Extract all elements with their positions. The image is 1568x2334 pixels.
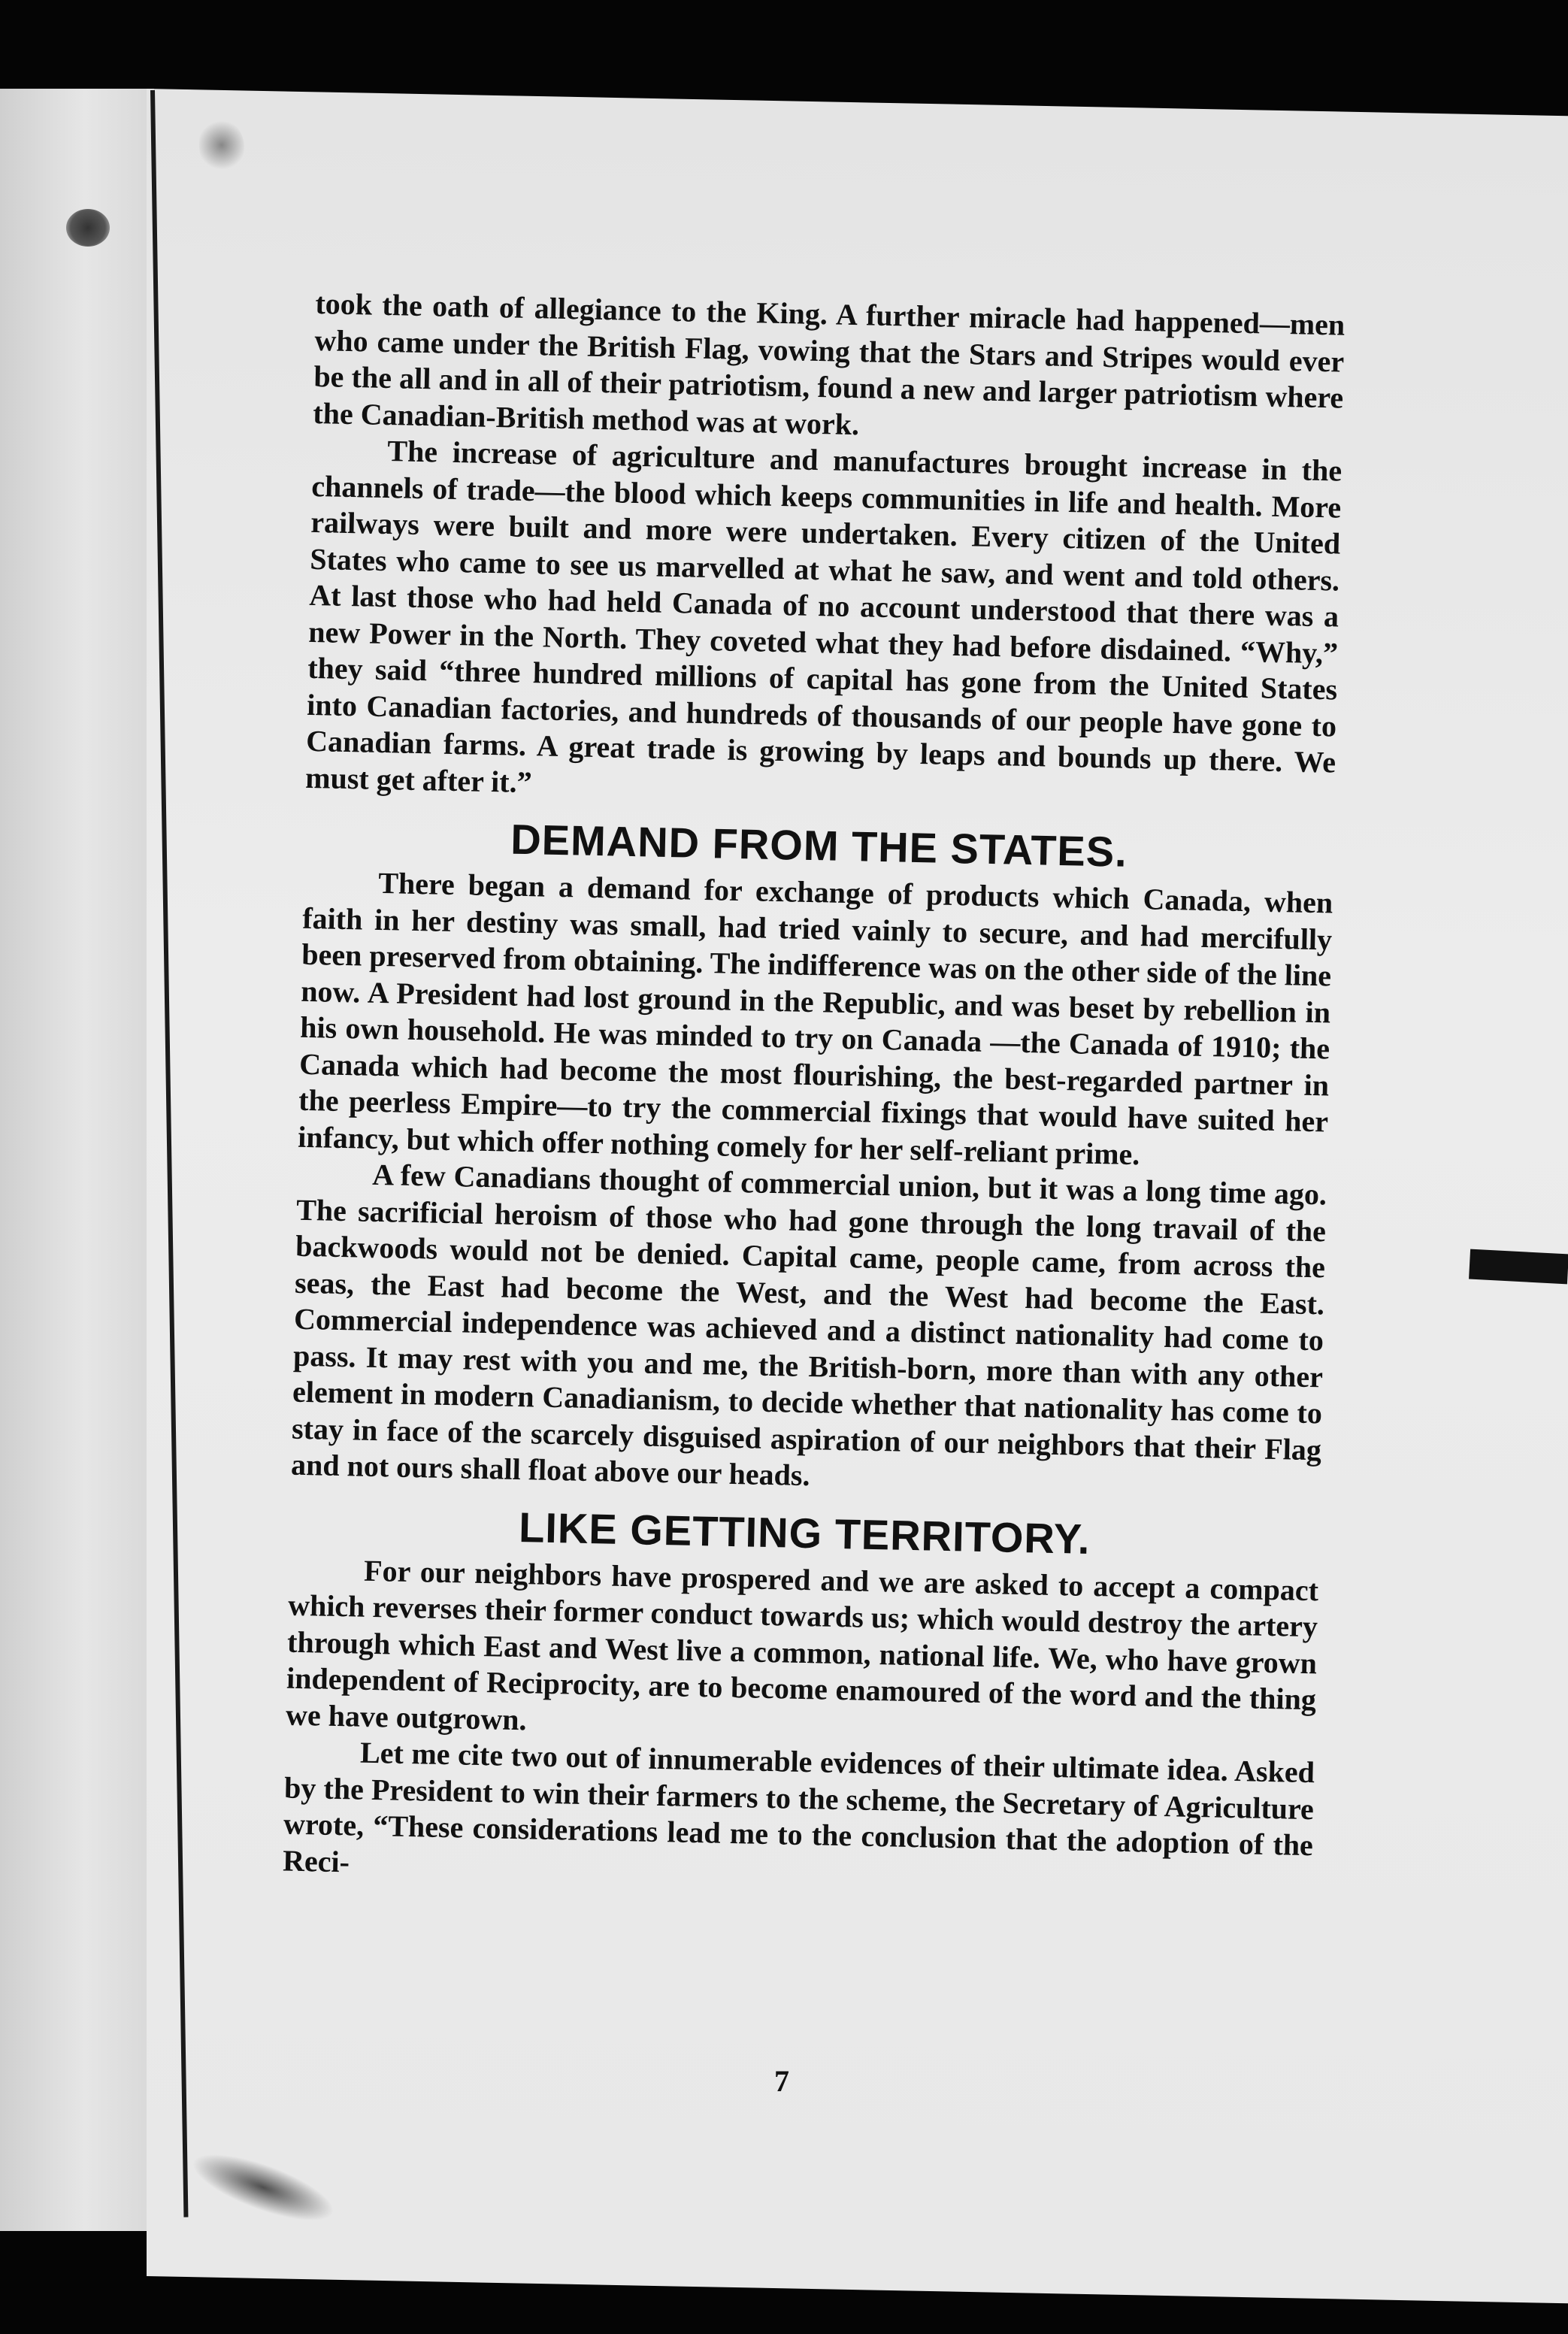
section-heading-territory: LIKE GETTING TERRITORY. [518, 1503, 1091, 1563]
section-heading-demand: DEMAND FROM THE STATES. [510, 815, 1128, 876]
paragraph-3: There began a demand for exchange of products which Canada, when faith in her destiny was small, had tried vainly to secure, and had mercifully been preserved from obtaining. The indifference was on the other side of the line now. A President had lost ground in the Republic, and was beset by rebellion in his own household. He was minded to try on Canada —the Canada of 1910; the Canada which had become the most flourishing, the best-regarded partner in the peerless Empire—to try the commercial fixings that would have suited her infancy, but which offer nothing comely for her self-reliant prime. [297, 865, 1333, 1171]
page-number: 7 [774, 2064, 789, 2098]
facing-page-edge [0, 89, 154, 2231]
paragraph-4: A few Canadians thought of commercial union, but it was a long time ago. The sacrificial heroism of those who had gone through the long travail of the backwoods would not be denied. Capital came, people came, from across the seas, the East had become the West, and the West had become the East. Commercial independence was achieved and a distinct nationality had come to pass. It may rest with you and me, the British-born, more than with any other element in modern Canadianism, to decide whether that nationality has come to stay in face of the scarcely disguised aspiration of our neighbors that their Flag and not ours shall float above our heads. [290, 1157, 1327, 1493]
body-text [283, 286, 1346, 1900]
paragraph-1: took the oath of allegiance to the King. A further miracle had happened—men who came under the British Flag, vowing that the Stars and Stripes would ever be the all and in all of their patriotism, found a new and larger patriotism where the Canadian-British method was at work. [312, 286, 1346, 441]
ink-spot [66, 209, 110, 247]
paragraph-6: Let me cite two out of innumerable evidences of their ultimate idea. Asked by the President to win their farmers to the scheme, the Secretary of Agriculture wrote, “These considerations lead me to the conclusion that the adoption of the Reci- [282, 1735, 1315, 1878]
paragraph-2: The increase of agriculture and manufactures brought increase in the channels of trade—the blood which keeps communities in life and health. More railways were built and more were undertaken. Every citizen of the United States who came to see us marvelled at what he saw, and went and told others. At last those who had held Canada of no account understood that there was a new Power in the North. They coveted what they had before disdained. “Why,” they said “three hundred millions of capital has gone from the United States into Canadian factories, and hundreds of thousands of our people have gone to Canadian farms. A great trade is growing by leaps and bounds up there. We must get after it.” [304, 434, 1342, 799]
paragraph-5: For our neighbors have prospered and we are asked to accept a compact which reverses their former conduct towards us; which would destroy the artery through which East and West live a common, national life. We, who have grown independent of Reciprocity, are to become enamoured of the word and the thing we have outgrown. [285, 1553, 1319, 1736]
page-edge-tab [1469, 1249, 1568, 1285]
